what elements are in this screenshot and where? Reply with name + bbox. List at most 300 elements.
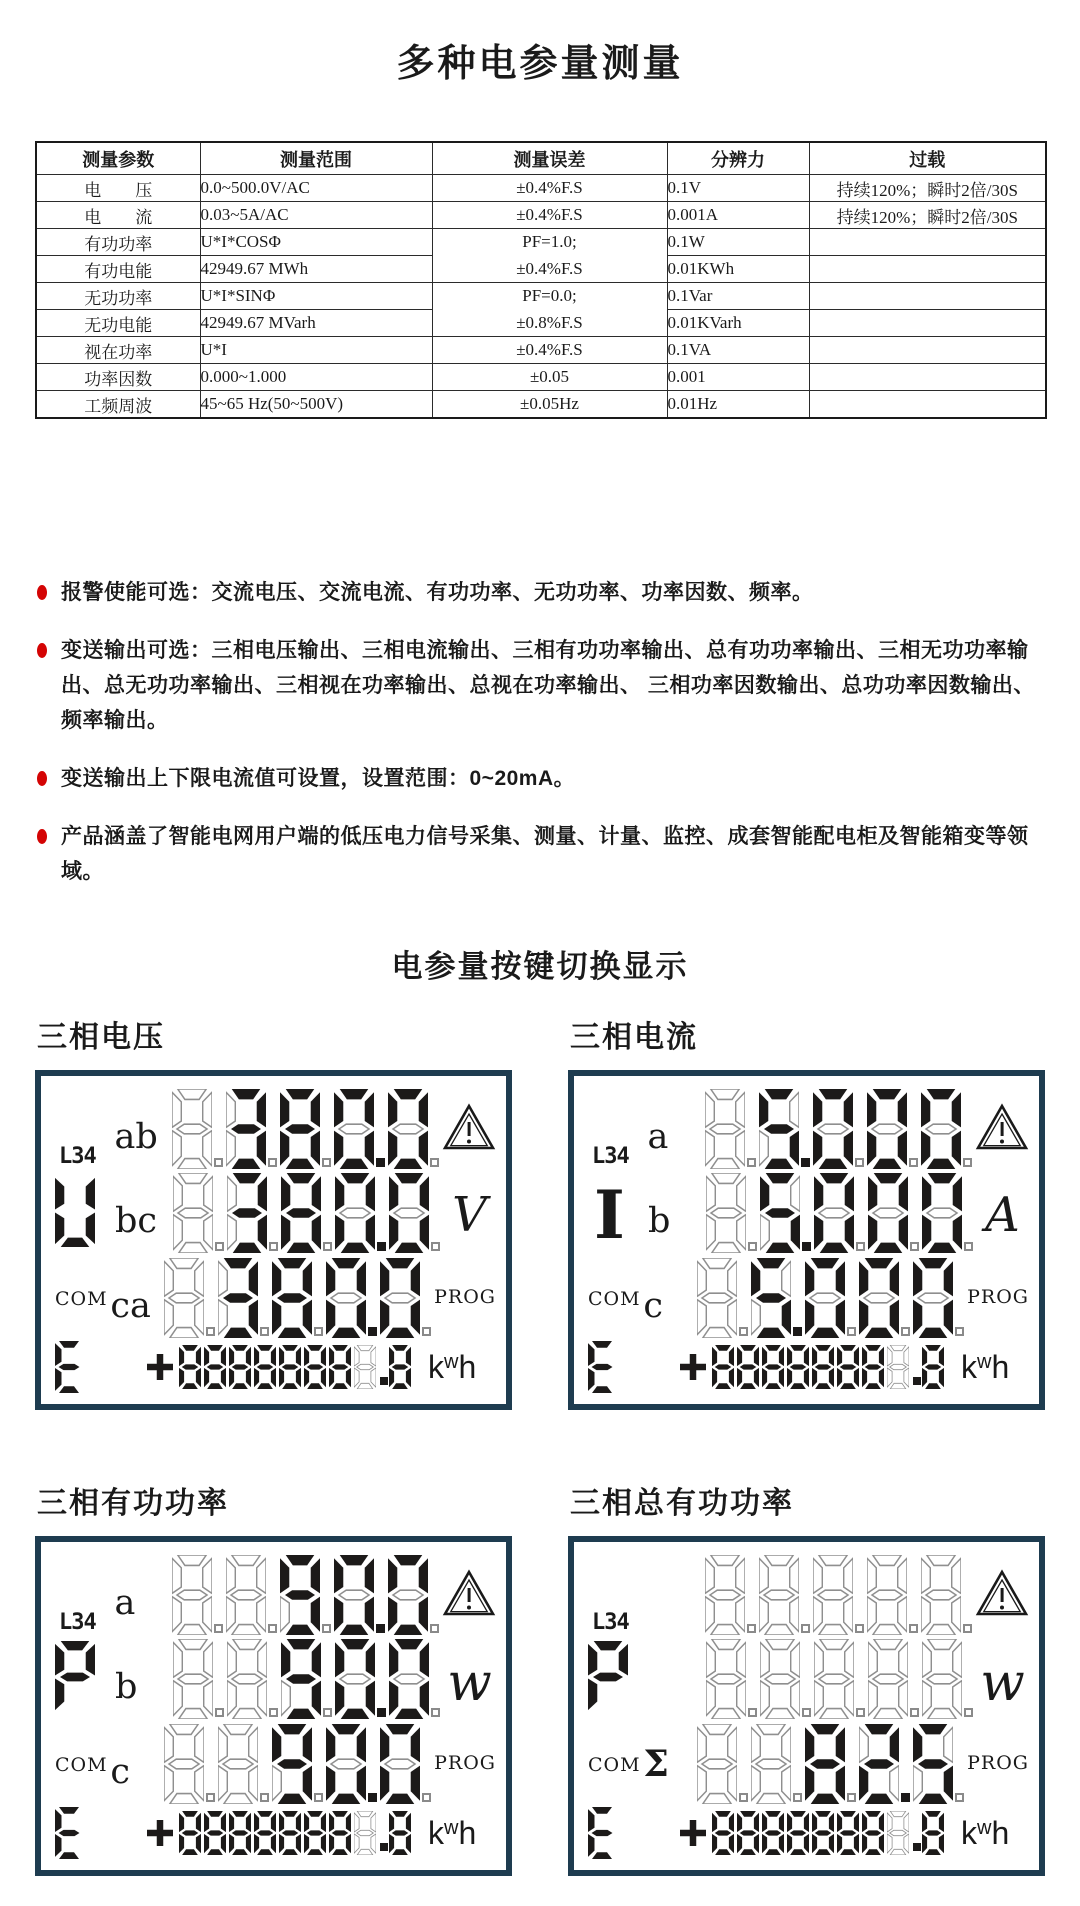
- table-cell: PF=1.0; ±0.4%F.S: [432, 229, 667, 283]
- decimal-point: [901, 1793, 910, 1802]
- table-header-cell: 测量范围: [200, 142, 432, 175]
- table-row: [36, 337, 1046, 364]
- decimal-point: [376, 1158, 385, 1167]
- bullet-dot-icon: [37, 771, 47, 786]
- quantity-letter: [55, 1641, 95, 1713]
- lcd-panel-title: 三相总有功功率: [570, 1487, 794, 1520]
- lcd-panel: [568, 1478, 1045, 1876]
- table-cell: 0.1Var: [667, 283, 809, 310]
- lcd-panel-title: 三相电流: [570, 1021, 698, 1054]
- seven-segment-glyph: [281, 1639, 321, 1719]
- seven-segment-glyph: [172, 1089, 212, 1169]
- seven-segment-glyph: [922, 1345, 944, 1389]
- decimal-point: [368, 1793, 377, 1802]
- seven-segment-digit: [697, 1724, 750, 1804]
- table-cell: ±0.4%F.S: [432, 202, 667, 229]
- energy-unit: $k^wh$: [428, 1348, 477, 1385]
- seven-segment-glyph: [697, 1724, 737, 1804]
- table-cell: 有功功率: [36, 229, 200, 256]
- decimal-point: [855, 1158, 864, 1167]
- decimal-point: [431, 1242, 440, 1251]
- seven-segment-glyph: [329, 1811, 351, 1855]
- seven-segment-digit: [706, 1173, 759, 1253]
- com-indicator: COM: [588, 1288, 641, 1311]
- bullet-text: 报警使能可选：交流电压、交流电流、有功功率、无功功率、功率因数、频率。: [61, 581, 814, 604]
- table-header-cell: 测量参数: [36, 142, 200, 175]
- unit-label: w: [980, 1653, 1025, 1714]
- energy-row: [51, 1804, 496, 1862]
- seven-segment-glyph: [272, 1258, 312, 1338]
- seven-segment-glyph: [329, 1345, 351, 1389]
- page-title: 多种电参量测量: [396, 43, 684, 85]
- decimal-point: [802, 1242, 811, 1251]
- seven-segment-glyph: [227, 1173, 267, 1253]
- decimal-point: [964, 1242, 973, 1251]
- seven-segment-glyph: [354, 1345, 376, 1389]
- seven-segment-glyph: [737, 1811, 759, 1855]
- seven-segment-glyph: [326, 1724, 366, 1804]
- seven-segment-glyph: [304, 1811, 326, 1855]
- phase-label: a: [114, 1582, 136, 1623]
- energy-letter: [584, 1807, 654, 1859]
- table-cell: 0.001A: [667, 202, 809, 229]
- seven-segment-glyph: [335, 1173, 375, 1253]
- seven-segment-glyph: [759, 1089, 799, 1169]
- decimal-point: [431, 1708, 440, 1717]
- decimal-point: [215, 1708, 224, 1717]
- seven-segment-glyph: [272, 1724, 312, 1804]
- plus-icon: [680, 1354, 706, 1380]
- quantity-letter: [588, 1641, 628, 1713]
- seven-segment-glyph: [867, 1089, 907, 1169]
- decimal-point: [260, 1327, 269, 1336]
- energy-sign: [147, 1354, 173, 1380]
- lcd-panel-title: 三相电压: [37, 1021, 165, 1054]
- table-cell: 42949.67 MVarh: [200, 310, 432, 337]
- seven-segment-digit: [859, 1258, 912, 1338]
- table-cell: 无功电能: [36, 310, 200, 337]
- line-indicator: L34: [592, 1609, 629, 1635]
- decimal-point: [847, 1793, 856, 1802]
- table-cell: U*I*COSΦ: [200, 229, 432, 256]
- plus-icon: [680, 1820, 706, 1846]
- seven-segment-glyph: [868, 1639, 908, 1719]
- decimal-point: [323, 1242, 332, 1251]
- com-indicator: COM: [55, 1288, 108, 1311]
- seven-segment-glyph: [921, 1089, 961, 1169]
- seven-segment-glyph: [281, 1173, 321, 1253]
- seven-segment-glyph: [922, 1173, 962, 1253]
- prog-indicator: PROG: [967, 1286, 1029, 1309]
- table-cell: 持续120%；瞬时2倍/30S: [809, 175, 1046, 202]
- decimal-point: [963, 1158, 972, 1167]
- table-cell: [809, 283, 1046, 310]
- seven-segment-glyph: [751, 1724, 791, 1804]
- lcd-panel: [35, 1478, 512, 1876]
- line-indicator: L34: [59, 1143, 96, 1169]
- decimal-point: [377, 1242, 386, 1251]
- decimal-point: [913, 1843, 921, 1851]
- com-indicator: COM: [55, 1754, 108, 1777]
- ghost-digit: [887, 1345, 909, 1389]
- decimal-point: [430, 1158, 439, 1167]
- seven-segment-glyph: [389, 1173, 429, 1253]
- seven-segment-digit: [921, 1555, 974, 1635]
- decimal-point: [430, 1624, 439, 1633]
- seven-segment-glyph: [805, 1724, 845, 1804]
- phase-label: ca: [110, 1286, 151, 1327]
- table-header-row: [36, 142, 1046, 175]
- seven-segment-glyph: [762, 1811, 784, 1855]
- table-row: [36, 175, 1046, 202]
- seven-segment-glyph: [55, 1341, 83, 1393]
- bullet-text: 变送输出上下限电流值可设置，设置范围：0~20mA。: [61, 767, 576, 790]
- table-cell: 电 压: [36, 175, 200, 202]
- seven-segment-digit: [334, 1089, 387, 1169]
- decimal-point: [847, 1327, 856, 1336]
- seven-segment-glyph: [751, 1258, 791, 1338]
- plus-icon: [147, 1820, 173, 1846]
- table-cell: 0.001: [667, 364, 809, 391]
- energy-sign: [147, 1820, 173, 1846]
- lcd-panel: [35, 1012, 512, 1410]
- table-cell: 功率因数: [36, 364, 200, 391]
- decimal-point: [856, 1242, 865, 1251]
- table-row: [36, 391, 1046, 419]
- seven-segment-glyph: [712, 1811, 734, 1855]
- table-cell: ±0.4%F.S: [432, 175, 667, 202]
- seven-segment-glyph: [354, 1811, 376, 1855]
- energy-row: [584, 1338, 1029, 1396]
- lcd-value-row: [51, 1169, 496, 1254]
- table-cell: 持续120%；瞬时2倍/30S: [809, 202, 1046, 229]
- seven-segment-digit: [173, 1639, 226, 1719]
- seven-segment-digit: [272, 1724, 325, 1804]
- com-indicator: COM: [588, 1754, 641, 1777]
- decimal-point: [269, 1242, 278, 1251]
- phase-label: Σ: [643, 1743, 669, 1786]
- phase-label: a: [647, 1116, 669, 1157]
- seven-segment-digit: [334, 1555, 387, 1635]
- seven-segment-digit: [859, 1724, 912, 1804]
- table-cell: [809, 310, 1046, 337]
- energy-register: [179, 1345, 414, 1389]
- seven-segment-glyph: [280, 1089, 320, 1169]
- warning-triangle-icon: [975, 1103, 1029, 1151]
- decimal-point: [422, 1793, 431, 1802]
- warning-triangle-icon: [975, 1569, 1029, 1617]
- seven-segment-digit: [389, 1639, 442, 1719]
- seven-segment-glyph: [334, 1555, 374, 1635]
- bullet-dot-icon: [37, 829, 47, 844]
- table-cell: 工频周波: [36, 391, 200, 419]
- table-cell: 0.03~5A/AC: [200, 202, 432, 229]
- table-cell: 0.01KWh: [667, 256, 809, 283]
- seven-segment-digit: [172, 1555, 225, 1635]
- seven-segment-digit: [164, 1724, 217, 1804]
- lcd-panel-title: 三相有功功率: [37, 1487, 229, 1520]
- seven-segment-glyph: [326, 1258, 366, 1338]
- energy-unit: $k^wh$: [961, 1348, 1010, 1385]
- seven-segment-digit: [227, 1639, 280, 1719]
- seven-segment-digit: [867, 1089, 920, 1169]
- decimal-point: [368, 1327, 377, 1336]
- table-cell: ±0.05: [432, 364, 667, 391]
- seven-segment-glyph: [279, 1811, 301, 1855]
- seven-segment-digit: [751, 1724, 804, 1804]
- seven-segment-digit: [814, 1173, 867, 1253]
- unit-label: w: [447, 1653, 492, 1714]
- seven-segment-glyph: [254, 1345, 276, 1389]
- seven-segment-glyph: [164, 1258, 204, 1338]
- seven-segment-digit: [281, 1173, 334, 1253]
- seven-segment-digit: [868, 1173, 921, 1253]
- seven-segment-glyph: [859, 1724, 899, 1804]
- seven-segment-glyph: [922, 1811, 944, 1855]
- decimal-point: [901, 1327, 910, 1336]
- seven-segment-glyph: [588, 1641, 628, 1713]
- measurement-table: [35, 141, 1047, 419]
- seven-segment-digit: [813, 1555, 866, 1635]
- seven-segment-glyph: [172, 1555, 212, 1635]
- table-cell: 0.01Hz: [667, 391, 809, 419]
- energy-sign: [680, 1820, 706, 1846]
- decimal-point: [206, 1327, 215, 1336]
- prog-indicator: PROG: [967, 1752, 1029, 1775]
- table-cell: 0.0~500.0V/AC: [200, 175, 432, 202]
- decimal-point: [747, 1158, 756, 1167]
- table-cell: [809, 391, 1046, 419]
- lcd-value-row: [584, 1635, 1029, 1720]
- seven-segment-glyph: [389, 1811, 411, 1855]
- decimal-point: [268, 1158, 277, 1167]
- lcd-value-row: [584, 1550, 1029, 1635]
- seven-segment-glyph: [737, 1345, 759, 1389]
- decimal-point: [801, 1158, 810, 1167]
- decimal-point: [323, 1708, 332, 1717]
- seven-segment-glyph: [173, 1173, 213, 1253]
- table-cell: 0.1W: [667, 229, 809, 256]
- seven-segment-digit: [805, 1724, 858, 1804]
- decimal-point: [855, 1624, 864, 1633]
- unit-label: A: [985, 1187, 1020, 1244]
- lcd-value-row: [584, 1084, 1029, 1169]
- ghost-digit: [354, 1811, 376, 1855]
- seven-segment-glyph: [389, 1639, 429, 1719]
- seven-segment-glyph: [812, 1345, 834, 1389]
- bullet-text: 变送输出可选：三相电压输出、三相电流输出、三相有功功率输出、总有功功率输出、三相无功功率输出、总无功功率输出、三相视在功率输出、总视在功率输出、 三相功率因数输出、总功功率因数输出、频率输出。: [61, 639, 1035, 732]
- seven-segment-glyph: [218, 1724, 258, 1804]
- table-cell: [809, 256, 1046, 283]
- decimal-point: [377, 1708, 386, 1717]
- energy-row: [584, 1804, 1029, 1862]
- seven-segment-digit: [705, 1555, 758, 1635]
- bullet-item: [35, 761, 1045, 796]
- seven-segment-glyph: [380, 1258, 420, 1338]
- ghost-digit: [887, 1811, 909, 1855]
- table-cell: 无功功率: [36, 283, 200, 310]
- decimal-point: [909, 1624, 918, 1633]
- decimal-point: [268, 1624, 277, 1633]
- table-cell: [809, 229, 1046, 256]
- seven-segment-glyph: [55, 1807, 83, 1859]
- seven-segment-digit: [760, 1173, 813, 1253]
- seven-segment-glyph: [304, 1345, 326, 1389]
- table-cell: 电 流: [36, 202, 200, 229]
- seven-segment-digit: [913, 1724, 966, 1804]
- lcd-display: [35, 1070, 512, 1410]
- decimal-point: [380, 1377, 388, 1385]
- seven-segment-glyph: [229, 1811, 251, 1855]
- feature-bullets: [35, 575, 1045, 889]
- table-cell: 0.01KVarh: [667, 310, 809, 337]
- decimal-point: [793, 1793, 802, 1802]
- decimal-point: [260, 1793, 269, 1802]
- seven-segment-digit: [813, 1089, 866, 1169]
- bullet-dot-icon: [37, 585, 47, 600]
- seven-segment-digit: [805, 1258, 858, 1338]
- seven-segment-glyph: [787, 1811, 809, 1855]
- lcd-value-row: [51, 1084, 496, 1169]
- seven-segment-digit: [867, 1555, 920, 1635]
- seven-segment-glyph: [204, 1811, 226, 1855]
- seven-segment-glyph: [762, 1345, 784, 1389]
- table-header-cell: 分辨力: [667, 142, 809, 175]
- lcd-value-row: [51, 1253, 496, 1338]
- seven-segment-glyph: [389, 1345, 411, 1389]
- decimal-point: [748, 1242, 757, 1251]
- lcd-value-row: [51, 1550, 496, 1635]
- decimal-point: [748, 1708, 757, 1717]
- seven-segment-glyph: [705, 1089, 745, 1169]
- decimal-point: [314, 1327, 323, 1336]
- lcd-value-row: [584, 1719, 1029, 1804]
- seven-segment-digit: [164, 1258, 217, 1338]
- seven-segment-glyph: [55, 1641, 95, 1713]
- prog-indicator: PROG: [434, 1286, 496, 1309]
- seven-segment-glyph: [867, 1555, 907, 1635]
- section-title: 电参量按键切换显示: [391, 949, 689, 984]
- seven-segment-glyph: [55, 1175, 95, 1247]
- seven-segment-glyph: [859, 1258, 899, 1338]
- decimal-point: [739, 1327, 748, 1336]
- decimal-point: [269, 1708, 278, 1717]
- seven-segment-digit: [218, 1258, 271, 1338]
- seven-segment-glyph: [805, 1258, 845, 1338]
- lcd-value-row: [584, 1169, 1029, 1254]
- energy-row: [51, 1338, 496, 1396]
- decimal-point: [801, 1624, 810, 1633]
- seven-segment-digit: [389, 1173, 442, 1253]
- seven-segment-digit: [388, 1555, 441, 1635]
- seven-segment-glyph: [913, 1258, 953, 1338]
- decimal-point: [314, 1793, 323, 1802]
- seven-segment-digit: [335, 1639, 388, 1719]
- decimal-point: [909, 1158, 918, 1167]
- warning-triangle-icon: [442, 1569, 496, 1617]
- seven-segment-glyph: [164, 1724, 204, 1804]
- seven-segment-glyph: [814, 1639, 854, 1719]
- seven-segment-digit: [697, 1258, 750, 1338]
- seven-segment-digit: [280, 1555, 333, 1635]
- seven-segment-glyph: [697, 1258, 737, 1338]
- seven-segment-digit: [705, 1089, 758, 1169]
- decimal-point: [739, 1793, 748, 1802]
- energy-letter: [51, 1807, 121, 1859]
- seven-segment-digit: [760, 1639, 813, 1719]
- decimal-point: [910, 1242, 919, 1251]
- quantity-letter: [55, 1175, 95, 1247]
- lcd-display: [568, 1070, 1045, 1410]
- warning-triangle-icon: [442, 1103, 496, 1151]
- phase-label: b: [115, 1667, 138, 1708]
- bullet-item: [35, 633, 1045, 738]
- seven-segment-glyph: [218, 1258, 258, 1338]
- table-cell: 42949.67 MWh: [200, 256, 432, 283]
- table-cell: 0.000~1.000: [200, 364, 432, 391]
- seven-segment-glyph: [588, 1341, 616, 1393]
- decimal-point: [376, 1624, 385, 1633]
- seven-segment-digit: [226, 1089, 279, 1169]
- seven-segment-glyph: [380, 1724, 420, 1804]
- table-cell: 0.1VA: [667, 337, 809, 364]
- decimal-point: [802, 1708, 811, 1717]
- bullet-dot-icon: [37, 643, 47, 658]
- decimal-point: [955, 1327, 964, 1336]
- bullet-item: [35, 819, 1045, 889]
- seven-segment-digit: [388, 1089, 441, 1169]
- line-indicator: L34: [59, 1609, 96, 1635]
- energy-unit: $k^wh$: [428, 1814, 477, 1851]
- seven-segment-glyph: [280, 1555, 320, 1635]
- seven-segment-glyph: [706, 1639, 746, 1719]
- seven-segment-glyph: [837, 1345, 859, 1389]
- seven-segment-digit: [759, 1555, 812, 1635]
- seven-segment-glyph: [226, 1555, 266, 1635]
- table-cell: 45~65 Hz(50~500V): [200, 391, 432, 419]
- lcd-value-row: [51, 1719, 496, 1804]
- seven-segment-glyph: [887, 1811, 909, 1855]
- seven-segment-glyph: [913, 1724, 953, 1804]
- seven-segment-glyph: [588, 1807, 616, 1859]
- table-row: [36, 202, 1046, 229]
- seven-segment-glyph: [887, 1345, 909, 1389]
- seven-segment-glyph: [279, 1345, 301, 1389]
- table-row: [36, 364, 1046, 391]
- seven-segment-digit: [173, 1173, 226, 1253]
- prog-indicator: PROG: [434, 1752, 496, 1775]
- table-cell: [809, 337, 1046, 364]
- table-header-cell: 过载: [809, 142, 1046, 175]
- decimal-point: [964, 1708, 973, 1717]
- seven-segment-glyph: [226, 1089, 266, 1169]
- decimal-point: [963, 1624, 972, 1633]
- table-cell: ±0.4%F.S: [432, 337, 667, 364]
- decimal-point: [793, 1327, 802, 1336]
- seven-segment-digit: [272, 1258, 325, 1338]
- seven-segment-glyph: [705, 1555, 745, 1635]
- table-cell: 视在功率: [36, 337, 200, 364]
- seven-segment-glyph: [173, 1639, 213, 1719]
- decimal-point: [380, 1843, 388, 1851]
- seven-segment-glyph: [254, 1811, 276, 1855]
- seven-segment-glyph: [812, 1811, 834, 1855]
- decimal-point: [955, 1793, 964, 1802]
- seven-segment-glyph: [712, 1345, 734, 1389]
- seven-segment-glyph: [813, 1555, 853, 1635]
- seven-segment-digit: [380, 1724, 433, 1804]
- lcd-display: [568, 1536, 1045, 1876]
